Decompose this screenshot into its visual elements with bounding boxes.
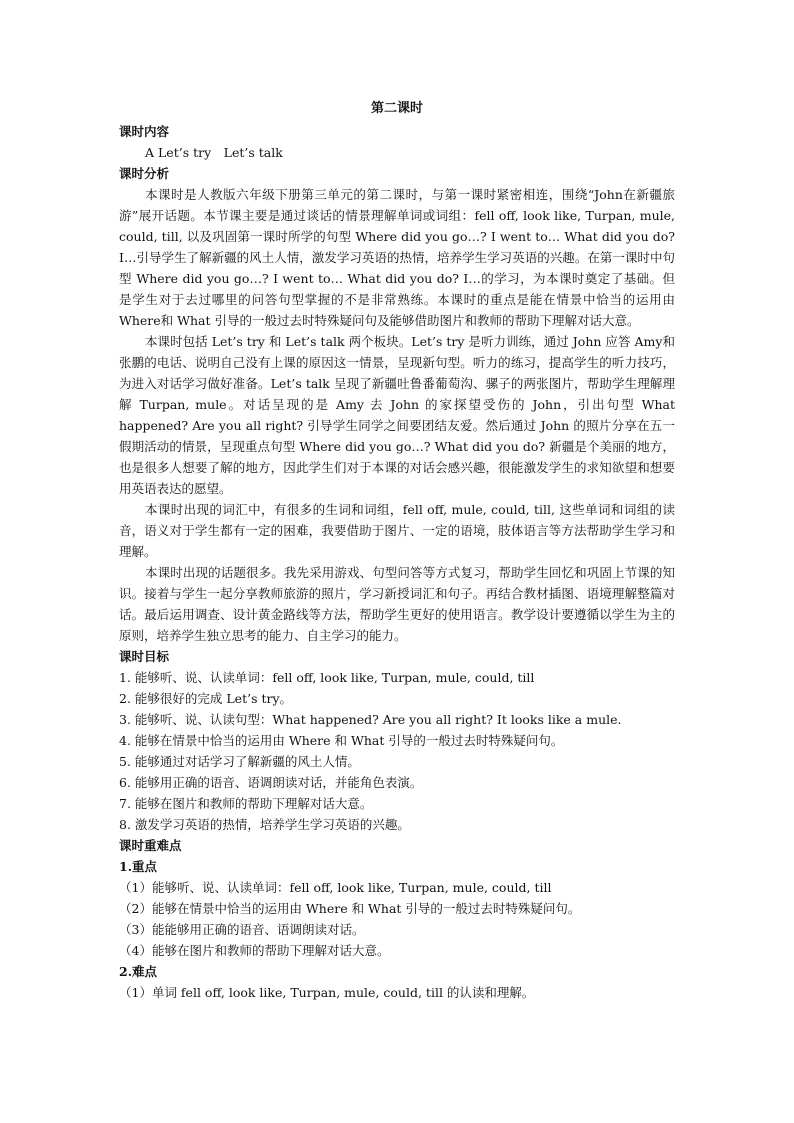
analysis-paragraph: 本课时出现的词汇中，有很多的生词和词组，fell off, mule, could, till, 这些单词和词组的读音，语义对于学生都有一定的困难，我要借助于图片、一定的语境，肢体语言等方法帮助学生学习和理解。 <box>119 502 675 559</box>
heading-key-difficult: 课时重难点 <box>119 838 182 853</box>
goal-item: 2. 能够很好的完成 Let’s try。 <box>119 691 293 706</box>
goal-item: 1. 能够听、说、认读单词：fell off, look like, Turpan, mule, could, till <box>119 670 535 685</box>
goal-item: 6. 能够用正确的语音、语调朗读对话，并能角色表演。 <box>119 775 423 790</box>
key-points-heading: 1.重点 <box>119 859 158 874</box>
heading-content: 课时内容 <box>119 124 170 139</box>
key-item: （3）能能够用正确的语音、语调朗读对话。 <box>119 922 365 937</box>
heading-analysis: 课时分析 <box>119 166 170 181</box>
document-page <box>119 98 675 1003</box>
content-line: A Let’s try Let’s talk <box>145 145 283 160</box>
difficult-item: （1）单词 fell off, look like, Turpan, mule, could, till 的认读和理解。 <box>119 985 535 1000</box>
goal-item: 3. 能够听、说、认读句型：What happened? Are you all right? It looks like a mule. <box>119 712 622 727</box>
key-item: （2）能够在情景中恰当的运用由 Where 和 What 引导的一般过去时特殊疑问句。 <box>119 901 581 916</box>
goal-item: 7. 能够在图片和教师的帮助下理解对话大意。 <box>119 796 373 811</box>
analysis-paragraph: 本课时包括 Let’s try 和 Let’s talk 两个板块。Let’s try 是听力训练，通过 John 应答 Amy和张鹏的电话、说明自己没有上课的原因这一情景，呈现新句型。听力的练习，提高学生的听力技巧，为进入对话学习做好准备。Let’s talk 呈现了新疆吐鲁番葡萄沟、骡子的两张图片，帮助学生理解理解 Turpan, mule。对话呈现的是 Amy 去 John 的家探望受伤的 John，引出句型 What happened? Are you all right? 引导学生同学之间要团结友爱。然后通过 John 的照片分享在五一假期活动的情景，呈现重点句型 Where did you go…? What did you do? 新疆是个美丽的地方，也是很多人想要了解的地方，因此学生们对于本课的对话会感兴趣，很能激发学生的求知欲望和想要用英语表达的愿望。 <box>119 334 675 496</box>
goal-item: 5. 能够通过对话学习了解新疆的风土人情。 <box>119 754 360 769</box>
page-title: 第二课时 <box>370 101 423 116</box>
heading-goals: 课时目标 <box>119 649 170 664</box>
analysis-paragraph: 本课时是人教版六年级下册第三单元的第二课时，与第一课时紧密相连，围绕“John在新疆旅游”展开话题。本节课主要是通过谈话的情景理解单词或词组：fell off, look like, Turpan, mule, could, till, 以及巩固第一课时所学的句型 Where did you go…? I went to… What did you do? I…引导学生了解新疆的风土人情，激发学习英语的热情，培养学生学习英语的兴趣。在第一课时中句型 Where did you go…? I went to… What did you do? I…的学习，为本课时奠定了基础。但是学生对于去过哪里的问答句型掌握的不是非常熟练。本课时的重点是能在情景中恰当的运用由 Where和 What 引导的一般过去时特殊疑问句及能够借助图片和教师的帮助下理解对话大意。 <box>119 187 675 328</box>
difficult-points-heading: 2.难点 <box>119 964 158 979</box>
analysis-paragraph: 本课时出现的话题很多。我先采用游戏、句型问答等方式复习，帮助学生回忆和巩固上节课的知识。接着与学生一起分享教师旅游的照片，学习新授词汇和句子。再结合教材插图、语境理解整篇对话。最后运用调查、设计黄金路线等方法，帮助学生更好的使用语言。教学设计要遵循以学生为主的原则，培养学生独立思考的能力、自主学习的能力。 <box>119 565 675 643</box>
key-item: （1）能够听、说、认读单词：fell off, look like, Turpan, mule, could, till <box>119 880 552 895</box>
goal-item: 4. 能够在情景中恰当的运用由 Where 和 What 引导的一般过去时特殊疑问句。 <box>119 733 564 748</box>
goal-item: 8. 激发学习英语的热情，培养学生学习英语的兴趣。 <box>119 817 410 832</box>
key-item: （4）能够在图片和教师的帮助下理解对话大意。 <box>119 943 390 958</box>
